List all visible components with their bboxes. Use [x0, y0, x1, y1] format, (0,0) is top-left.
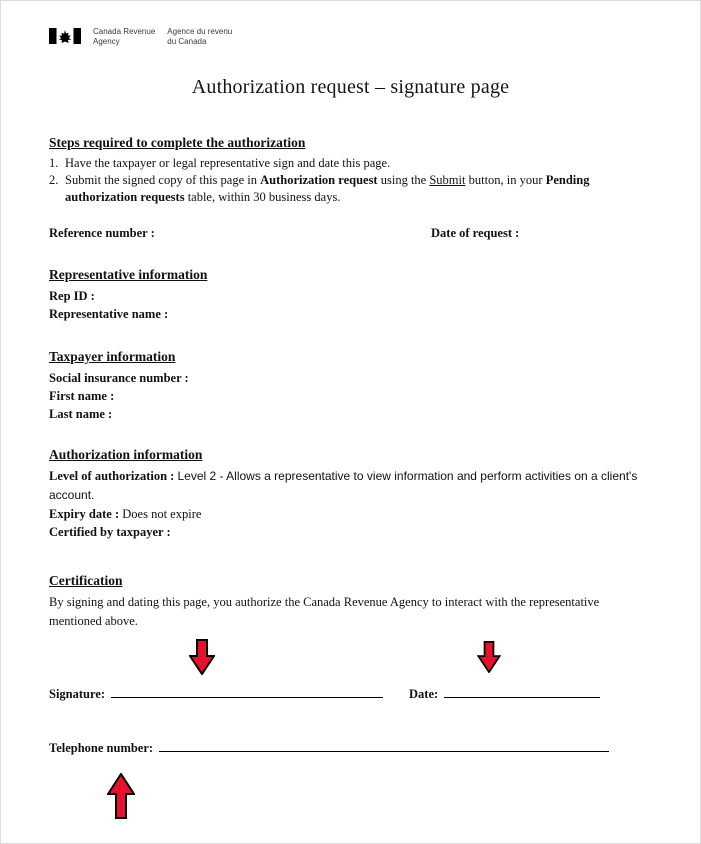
- step-2-text-part3: button, in your: [465, 172, 546, 187]
- reference-number-label: Reference number :: [49, 225, 155, 240]
- step-2-text-part1: Submit the signed copy of this page in: [65, 172, 261, 187]
- step-2-text-part4: table, within 30 business days.: [184, 189, 341, 204]
- telephone-row: [49, 739, 609, 756]
- logo-text-french: [167, 27, 232, 48]
- step-item-1: [49, 155, 652, 172]
- signing-area: [49, 639, 652, 839]
- representative-name-row: [49, 305, 652, 323]
- signature-arrow-down-icon: [189, 639, 215, 675]
- authorization-fields: [49, 467, 652, 541]
- date-line: [444, 685, 600, 698]
- step-item-2: [49, 172, 652, 206]
- date-label: Date:: [409, 686, 439, 701]
- level-of-authorization-label: Level of authorization :: [49, 468, 175, 483]
- logo-text-en-line2: Agency: [93, 37, 120, 47]
- certified-by-taxpayer-label: Certified by taxpayer :: [49, 524, 171, 539]
- level-of-authorization-row: [49, 467, 652, 505]
- step-1-number: 1.: [49, 155, 59, 170]
- certification-body: By signing and dating this page, you authorize the Canada Revenue Agency to interact with the representative mentioned above.: [49, 594, 600, 628]
- last-name-label: Last name :: [49, 406, 113, 421]
- telephone-number-label: Telephone number:: [49, 740, 154, 755]
- logo-text-english: [93, 27, 155, 48]
- representative-section: [49, 267, 652, 323]
- step-2-bold-pending-requests: Pending authorization requests: [65, 172, 590, 204]
- certification-section: [49, 573, 652, 631]
- step-2-text: [65, 172, 652, 206]
- date-arrow-down-icon: [477, 641, 501, 673]
- page-title: Authorization request – signature page: [191, 75, 510, 98]
- last-name-row: [49, 405, 652, 423]
- sin-row: [49, 369, 652, 387]
- step-2-bold-authorization-request: Authorization request: [260, 172, 378, 187]
- canada-flag-icon: [49, 28, 81, 44]
- cra-logo: [49, 27, 652, 48]
- authorization-heading: Authorization information: [49, 446, 203, 462]
- date-of-request-label: Date of request :: [431, 225, 520, 240]
- taxpayer-heading: Taxpayer information: [49, 348, 176, 364]
- first-name-row: [49, 387, 652, 405]
- telephone-line: [159, 739, 609, 752]
- step-2-number: 2.: [49, 172, 59, 187]
- rep-id-row: [49, 287, 652, 305]
- signature-row: [49, 685, 600, 702]
- step-2-submit-word: Submit: [429, 172, 466, 187]
- certified-by-taxpayer-row: [49, 523, 652, 541]
- representative-name-label: Representative name :: [49, 306, 169, 321]
- sin-label: Social insurance number :: [49, 370, 189, 385]
- first-name-label: First name :: [49, 388, 115, 403]
- telephone-arrow-up-icon: [107, 773, 135, 819]
- expiry-date-label: Expiry date :: [49, 506, 120, 521]
- signature-line: [111, 685, 383, 698]
- certification-heading: Certification: [49, 572, 123, 588]
- representative-heading: Representative information: [49, 266, 208, 282]
- level-of-authorization-value: Level 2 - Allows a representative to view information and perform activities on a client's account.: [49, 468, 638, 502]
- step-1-text: Have the taxpayer or legal representative sign and date this page.: [65, 155, 391, 170]
- signature-label: Signature:: [49, 686, 106, 701]
- taxpayer-fields: [49, 369, 652, 423]
- rep-id-label: Rep ID :: [49, 288, 95, 303]
- expiry-date-row: [49, 505, 652, 523]
- logo-text-fr-line2: du Canada: [167, 37, 207, 47]
- step-2-text-part2: using the: [377, 172, 430, 187]
- taxpayer-section: [49, 349, 652, 423]
- authorization-section: [49, 447, 652, 541]
- steps-list: [49, 155, 652, 206]
- logo-text-fr-line1: Agence du revenu: [167, 27, 233, 36]
- representative-fields: [49, 287, 652, 323]
- expiry-date-value: Does not expire: [122, 506, 202, 521]
- reference-row: [49, 226, 652, 241]
- logo-text-en-line1: Canada Revenue: [93, 27, 156, 36]
- steps-heading: Steps required to complete the authorization: [49, 134, 306, 150]
